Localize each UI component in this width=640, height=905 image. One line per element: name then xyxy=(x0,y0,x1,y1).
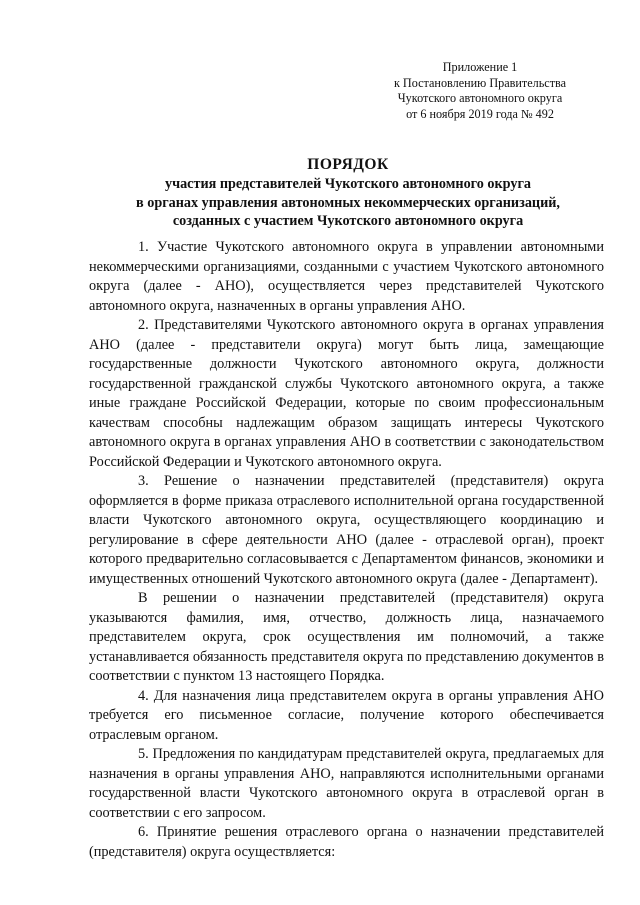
appendix-line-resolution: к Постановлению Правительства xyxy=(393,75,567,90)
appendix-line-date: от 6 ноября 2019 года № 492 xyxy=(406,106,554,121)
paragraph-5: 5. Предложения по кандидатурам представителей округа, предлагаемых для назначения в органы управления АНО, направляются исполнительными органами государственной власти Чукотского автономного округа в отраслевой орган в соответствии с его запросом. xyxy=(89,746,604,821)
title-line-1: участия представителей Чукотского автономного округа xyxy=(164,176,531,192)
paragraph-3-continued: В решении о назначении представителей (представителя) округа указываются фамилия, имя, отчество, должность лица, назначаемого представителем округа, срок осуществления им полномочий, а также устанавливается обязанность представителя округа по представлению документов в соответствии с пунктом 13 настоящего Порядка. xyxy=(89,590,604,684)
appendix-line-region: Чукотского автономного округа xyxy=(397,91,563,105)
title-line-2: в органах управления автономных некоммерческих организаций, xyxy=(136,194,560,211)
appendix-header xyxy=(370,60,590,122)
document-title xyxy=(70,155,626,231)
appendix-line-number: Приложение 1 xyxy=(442,60,518,74)
title-main: ПОРЯДОК xyxy=(307,156,389,173)
paragraph-3: 3. Решение о назначении представителей (представителя) округа оформляется в форме приказа отраслевого исполнительной органа государственной власти Чукотского автономного округа, осуществляющего координацию и регулирование в сфере деятельности АНО (далее - отраслевой орган), проект которого предварительно согласовывается с Департаментом финансов, экономики и имущественных отношений Чукотского автономного округа (далее - Департамент). xyxy=(89,473,604,587)
paragraph-2: 2. Представителями Чукотского автономного округа в органах управления АНО (далее - представители округа) могут быть лица, замещающие государственные должности Чукотского автономного округа, должности государственной гражданской службы Чукотского автономного округа, а также иные граждане Российской Федерации, которые по своим профессиональным качествам способны надлежащим образом защищать интересы Чукотского автономного округа в органах управления АНО в соответствии с законодательством Российской Федерации и Чукотского автономного округа. xyxy=(89,317,604,470)
paragraph-6: 6. Принятие решения отраслевого органа о назначении представителей (представителя) округа осуществляется: xyxy=(89,824,604,860)
title-line-3: созданных с участием Чукотского автономного округа xyxy=(172,213,524,229)
paragraph-4: 4. Для назначения лица представителем округа в органы управления АНО требуется его письменное согласие, получение которого обеспечивается отраслевым органом. xyxy=(89,687,604,743)
document-body xyxy=(89,238,604,862)
paragraph-1: 1. Участие Чукотского автономного округа в управлении автономными некоммерческими организациями, созданными с участием Чукотского автономного округа (далее - АНО), осуществляется через представителей Чукотского автономного округа, назначенных в органы управления АНО. xyxy=(89,239,604,314)
